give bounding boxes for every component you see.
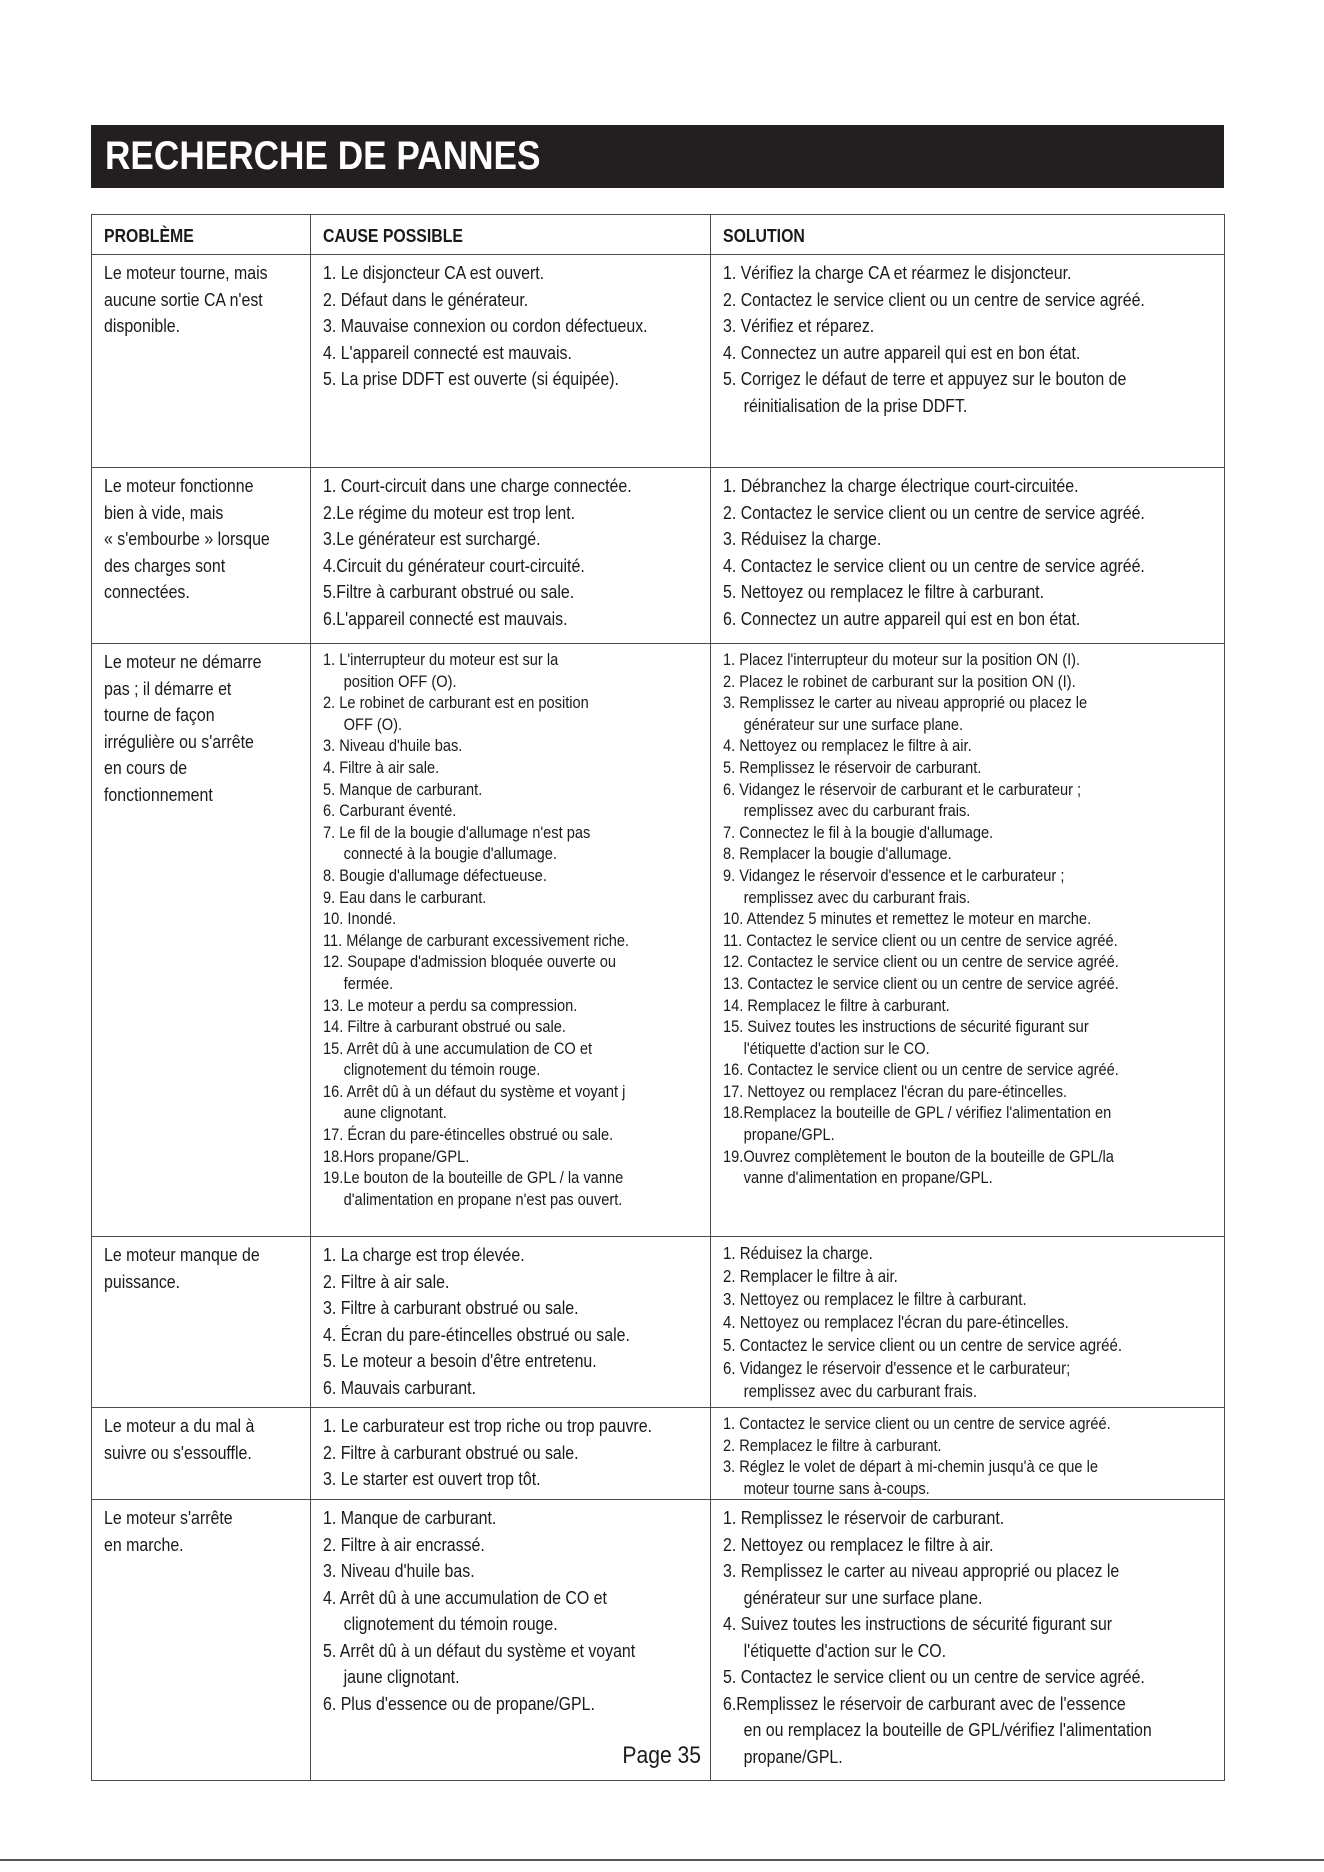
solution-line: 13. Contactez le service client ou un centre de service agréé. xyxy=(723,973,1119,993)
problem-line: des charges sont xyxy=(104,554,226,576)
solution-cell xyxy=(711,468,1225,644)
problem-line: Le moteur tourne, mais xyxy=(104,262,268,283)
solution-cell xyxy=(711,255,1225,468)
solution-line: moteur tourne sans à-coups. xyxy=(743,1478,930,1498)
solution-line: 2. Remplacez le filtre à carburant. xyxy=(723,1435,942,1455)
problem-line: fonctionnement xyxy=(104,783,213,805)
problem-cell xyxy=(92,1237,311,1408)
cause-line: 3.Le générateur est surchargé. xyxy=(323,528,541,549)
solution-line: 3. Réglez le volet de départ à mi-chemin jusqu'à ce que le xyxy=(723,1457,1099,1477)
cause-line: fermée. xyxy=(343,973,394,993)
cause-line: 2. Filtre à carburant obstrué ou sale. xyxy=(323,1441,579,1463)
solution-line: 18.Remplacez la bouteille de GPL / vérifiez l'alimentation en xyxy=(723,1103,1112,1123)
solution-line: 14. Remplacez le filtre à carburant. xyxy=(723,995,950,1015)
solution-line: 15. Suivez toutes les instructions de sécurité figurant sur xyxy=(723,1017,1089,1037)
cause-line: 3. Mauvaise connexion ou cordon défectueux. xyxy=(323,315,648,336)
table-header-row xyxy=(92,215,1225,255)
cause-line: 4. Filtre à air sale. xyxy=(323,757,440,777)
cause-line: clignotement du témoin rouge. xyxy=(343,1060,541,1080)
solution-line: 4. Nettoyez ou remplacez le filtre à air. xyxy=(723,736,972,756)
problem-cell xyxy=(92,1408,311,1500)
cause-line: 1. L'interrupteur du moteur est sur la xyxy=(323,650,559,669)
cause-line: 4. Écran du pare-étincelles obstrué ou sale. xyxy=(323,1323,630,1345)
solution-cell xyxy=(711,1408,1225,1500)
cause-line: 10. Inondé. xyxy=(323,909,397,929)
cause-line: 5. Manque de carburant. xyxy=(323,779,483,799)
problem-line: aucune sortie CA n'est xyxy=(104,288,263,310)
problem-cell xyxy=(92,468,311,644)
header-solution: SOLUTION xyxy=(711,215,1225,255)
page-title: RECHERCHE DE PANNES xyxy=(105,134,541,178)
cause-line: 5. La prise DDFT est ouverte (si équipée). xyxy=(323,368,619,389)
problem-line: Le moteur fonctionne xyxy=(104,475,254,496)
solution-line: 2. Contactez le service client ou un centre de service agréé. xyxy=(723,501,1145,523)
problem-line: Le moteur a du mal à xyxy=(104,1415,255,1436)
solution-line: 17. Nettoyez ou remplacez l'écran du pare-étincelles. xyxy=(723,1081,1068,1101)
cause-cell xyxy=(311,644,711,1237)
solution-line: 6. Vidangez le réservoir d'essence et le carburateur; xyxy=(723,1358,1071,1378)
solution-line: 12. Contactez le service client ou un centre de service agréé. xyxy=(723,952,1119,972)
cause-line: 11. Mélange de carburant excessivement riche. xyxy=(323,930,630,950)
solution-line: vanne d'alimentation en propane/GPL. xyxy=(743,1168,993,1188)
cause-line: 4. Arrêt dû à une accumulation de CO et xyxy=(323,1586,607,1608)
problem-line: connectées. xyxy=(104,581,190,602)
cause-line: 9. Eau dans le carburant. xyxy=(323,887,487,907)
solution-line: en ou remplacez la bouteille de GPL/vérifiez l'alimentation xyxy=(743,1719,1152,1741)
cause-line: 13. Le moteur a perdu sa compression. xyxy=(323,995,578,1015)
cause-line: 19.Le bouton de la bouteille de GPL / la vanne xyxy=(323,1168,624,1188)
solution-line: 5. Nettoyez ou remplacez le filtre à carburant. xyxy=(723,581,1045,602)
solution-line: 3. Vérifiez et réparez. xyxy=(723,315,875,336)
solution-cell xyxy=(711,1237,1225,1408)
cause-line: 8. Bougie d'allumage défectueuse. xyxy=(323,865,547,885)
solution-line: 1. Remplissez le réservoir de carburant. xyxy=(723,1507,1005,1529)
solution-line: 3. Réduisez la charge. xyxy=(723,528,882,549)
cause-line: 5. Arrêt dû à un défaut du système et voyant xyxy=(323,1639,636,1661)
cause-line: 15. Arrêt dû à une accumulation de CO et xyxy=(323,1038,593,1058)
solution-line: 1. Réduisez la charge. xyxy=(723,1243,873,1263)
solution-line: 3. Nettoyez ou remplacez le filtre à carburant. xyxy=(723,1289,1027,1309)
cause-cell xyxy=(311,1237,711,1408)
cause-line: connecté à la bougie d'allumage. xyxy=(343,844,557,864)
cause-line: 17. Écran du pare-étincelles obstrué ou sale. xyxy=(323,1125,614,1145)
cause-cell xyxy=(311,468,711,644)
cause-line: 2. Défaut dans le générateur. xyxy=(323,288,529,310)
cause-line: 3. Niveau d'huile bas. xyxy=(323,736,463,756)
problem-cell xyxy=(92,644,311,1237)
problem-line: suivre ou s'essouffle. xyxy=(104,1441,252,1463)
problem-line: pas ; il démarre et xyxy=(104,677,232,699)
table-row xyxy=(92,1408,1225,1500)
cause-line: 2. Le robinet de carburant est en position xyxy=(323,693,589,713)
cause-line: 12. Soupape d'admission bloquée ouverte ou xyxy=(323,952,616,972)
solution-line: 1. Placez l'interrupteur du moteur sur la position ON (I). xyxy=(723,650,1081,669)
cause-line: 6. Plus d'essence ou de propane/GPL. xyxy=(323,1692,595,1714)
cause-line: 1. Manque de carburant. xyxy=(323,1507,497,1529)
solution-line: 1. Débranchez la charge électrique court-circuitée. xyxy=(723,475,1079,496)
cause-line: 2. Filtre à air encrassé. xyxy=(323,1533,485,1555)
cause-line: 2.Le régime du moteur est trop lent. xyxy=(323,501,576,523)
section-title-bar xyxy=(91,125,1224,188)
table-row xyxy=(92,468,1225,644)
solution-line: 6.Remplissez le réservoir de carburant avec de l'essence xyxy=(723,1692,1126,1714)
problem-line: tourne de façon xyxy=(104,704,215,725)
problem-line: Le moteur s'arrête xyxy=(104,1507,233,1529)
solution-line: 2. Nettoyez ou remplacez le filtre à air. xyxy=(723,1533,994,1555)
problem-line: disponible. xyxy=(104,315,181,336)
solution-line: générateur sur une surface plane. xyxy=(743,714,964,734)
solution-line: 7. Connectez le fil à la bougie d'allumage. xyxy=(723,822,994,842)
problem-line: en marche. xyxy=(104,1533,184,1555)
cause-line: aune clignotant. xyxy=(343,1103,447,1123)
table-row xyxy=(92,1500,1225,1781)
solution-line: 3. Remplissez le carter au niveau approprié ou placez le xyxy=(723,1560,1120,1582)
header-problem: PROBLÈME xyxy=(92,215,311,255)
table-row xyxy=(92,644,1225,1237)
solution-line: 8. Remplacer la bougie d'allumage. xyxy=(723,844,952,864)
solution-line: 5. Remplissez le réservoir de carburant. xyxy=(723,757,982,777)
solution-line: générateur sur une surface plane. xyxy=(743,1586,983,1608)
cause-cell xyxy=(311,1408,711,1500)
cause-line: 4. L'appareil connecté est mauvais. xyxy=(323,341,572,363)
solution-line: 6. Vidangez le réservoir de carburant et le carburateur ; xyxy=(723,779,1082,799)
problem-line: Le moteur manque de xyxy=(104,1244,260,1265)
cause-line: 6. Mauvais carburant. xyxy=(323,1376,476,1398)
solution-cell xyxy=(711,1500,1225,1781)
cause-line: 2. Filtre à air sale. xyxy=(323,1270,450,1292)
solution-line: remplissez avec du carburant frais. xyxy=(743,887,971,907)
problem-line: puissance. xyxy=(104,1270,181,1292)
cause-line: 7. Le fil de la bougie d'allumage n'est pas xyxy=(323,822,591,842)
table-row xyxy=(92,1237,1225,1408)
cause-cell xyxy=(311,255,711,468)
cause-cell xyxy=(311,1500,711,1781)
cause-line: 1. La charge est trop élevée. xyxy=(323,1244,525,1265)
solution-line: propane/GPL. xyxy=(743,1745,843,1767)
solution-line: 3. Remplissez le carter au niveau approprié ou placez le xyxy=(723,693,1088,713)
problem-line: en cours de xyxy=(104,757,188,778)
solution-line: remplissez avec du carburant frais. xyxy=(743,1381,978,1401)
cause-line: 3. Filtre à carburant obstrué ou sale. xyxy=(323,1297,579,1318)
solution-line: 19.Ouvrez complètement le bouton de la bouteille de GPL/la xyxy=(723,1146,1114,1166)
page-number: Page 35 xyxy=(622,1742,702,1769)
cause-line: 3. Niveau d'huile bas. xyxy=(323,1560,475,1582)
cause-line: 5. Le moteur a besoin d'être entretenu. xyxy=(323,1350,597,1371)
cause-line: 16. Arrêt dû à un défaut du système et voyant j xyxy=(323,1081,626,1101)
solution-line: réinitialisation de la prise DDFT. xyxy=(743,394,968,416)
cause-line: d'alimentation en propane n'est pas ouvert. xyxy=(343,1189,623,1209)
solution-cell xyxy=(711,644,1225,1237)
cause-line: 18.Hors propane/GPL. xyxy=(323,1146,470,1166)
cause-line: OFF (O). xyxy=(343,714,403,734)
bottom-rule xyxy=(0,1859,1324,1861)
cause-line: 3. Le starter est ouvert trop tôt. xyxy=(323,1468,541,1489)
solution-line: 2. Remplacer le filtre à air. xyxy=(723,1266,898,1286)
header-cause: CAUSE POSSIBLE xyxy=(311,215,711,255)
cause-line: 5.Filtre à carburant obstrué ou sale. xyxy=(323,581,575,602)
solution-line: 6. Connectez un autre appareil qui est en bon état. xyxy=(723,607,1081,629)
solution-line: 5. Contactez le service client ou un centre de service agréé. xyxy=(723,1666,1145,1688)
solution-line: 5. Corrigez le défaut de terre et appuyez sur le bouton de xyxy=(723,368,1127,389)
problem-line: irrégulière ou s'arrête xyxy=(104,730,254,752)
solution-line: 10. Attendez 5 minutes et remettez le moteur en marche. xyxy=(723,909,1092,929)
solution-line: 5. Contactez le service client ou un centre de service agréé. xyxy=(723,1335,1123,1355)
solution-line: remplissez avec du carburant frais. xyxy=(743,801,971,821)
solution-line: 2. Placez le robinet de carburant sur la position ON (I). xyxy=(723,671,1076,691)
solution-line: 1. Contactez le service client ou un centre de service agréé. xyxy=(723,1414,1111,1433)
solution-line: l'étiquette d'action sur le CO. xyxy=(743,1038,930,1058)
cause-line: 6.L'appareil connecté est mauvais. xyxy=(323,607,568,629)
troubleshooting-table xyxy=(91,214,1225,1781)
problem-cell xyxy=(92,1500,311,1781)
cause-line: 4.Circuit du générateur court-circuité. xyxy=(323,554,585,576)
solution-line: 2. Contactez le service client ou un centre de service agréé. xyxy=(723,288,1145,310)
cause-line: 1. Le carburateur est trop riche ou trop pauvre. xyxy=(323,1415,653,1436)
solution-line: 4. Suivez toutes les instructions de sécurité figurant sur xyxy=(723,1613,1113,1635)
table-row xyxy=(92,255,1225,468)
solution-line: l'étiquette d'action sur le CO. xyxy=(743,1639,947,1661)
problem-line: bien à vide, mais xyxy=(104,501,224,523)
solution-line: 4. Connectez un autre appareil qui est en bon état. xyxy=(723,341,1081,363)
cause-line: 1. Court-circuit dans une charge connectée. xyxy=(323,475,632,496)
solution-line: 11. Contactez le service client ou un centre de service agréé. xyxy=(723,930,1118,950)
cause-line: 1. Le disjoncteur CA est ouvert. xyxy=(323,262,545,283)
problem-cell xyxy=(92,255,311,468)
problem-line: Le moteur ne démarre xyxy=(104,651,262,672)
solution-line: 16. Contactez le service client ou un centre de service agréé. xyxy=(723,1060,1119,1080)
problem-line: « s'embourbe » lorsque xyxy=(104,528,270,549)
solution-line: 9. Vidangez le réservoir d'essence et le carburateur ; xyxy=(723,865,1065,885)
solution-line: propane/GPL. xyxy=(743,1125,835,1145)
cause-line: clignotement du témoin rouge. xyxy=(343,1613,558,1635)
solution-line: 1. Vérifiez la charge CA et réarmez le disjoncteur. xyxy=(723,262,1072,283)
cause-line: 6. Carburant éventé. xyxy=(323,801,457,821)
cause-line: position OFF (O). xyxy=(343,671,457,691)
solution-line: 4. Contactez le service client ou un centre de service agréé. xyxy=(723,554,1145,576)
solution-line: 4. Nettoyez ou remplacez l'écran du pare-étincelles. xyxy=(723,1312,1069,1332)
cause-line: 14. Filtre à carburant obstrué ou sale. xyxy=(323,1017,566,1037)
cause-line: jaune clignotant. xyxy=(343,1666,460,1688)
